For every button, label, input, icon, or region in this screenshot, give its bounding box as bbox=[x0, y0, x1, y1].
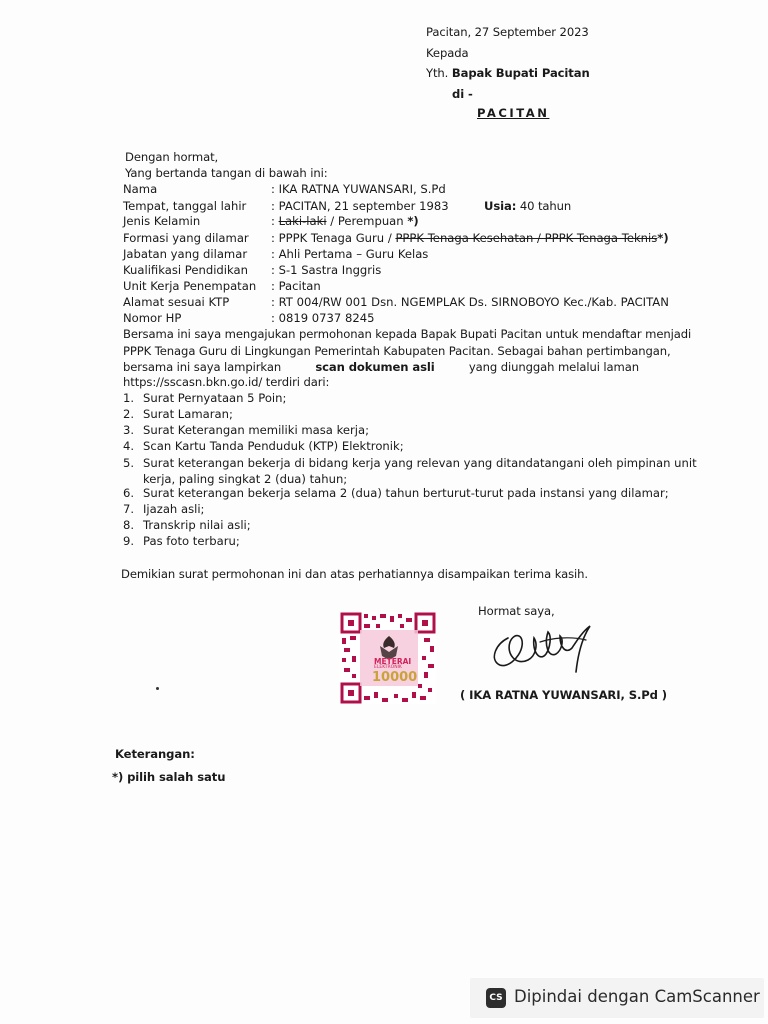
field-value: : 0819 0737 8245 bbox=[271, 311, 375, 325]
list-text-line-1: Surat keterangan bekerja di bidang kerja yang relevan yang ditandatangani oleh pimpinan unit bbox=[143, 456, 697, 470]
body-line-3-post: yang diunggah melalui laman bbox=[468, 360, 639, 374]
field-label: Formasi yang dilamar bbox=[123, 231, 249, 245]
list-text-line-2: kerja, paling singkat 2 (dua) tahun; bbox=[143, 471, 348, 486]
signatory-name: ( IKA RATNA YUWANSARI, S.Pd ) bbox=[460, 688, 668, 702]
list-number: 8. bbox=[123, 518, 135, 532]
list-item bbox=[123, 439, 404, 455]
recipient-di: di - bbox=[452, 87, 473, 101]
field-value: : Ahli Pertama – Guru Kelas bbox=[271, 247, 429, 261]
signature-greeting: Hormat saya, bbox=[478, 604, 555, 618]
list-text: Pas foto terbaru; bbox=[143, 534, 240, 548]
field-value bbox=[271, 231, 669, 246]
body-line-4: https://sscasn.bkn.go.id/ terdiri dari: bbox=[123, 375, 330, 389]
list-text: Surat Lamaran; bbox=[143, 407, 233, 421]
recipient-kepada: Kepada bbox=[426, 46, 469, 60]
list-item bbox=[123, 391, 286, 407]
intro-line: Yang bertanda tangan di bawah ini: bbox=[125, 166, 328, 180]
closing-sentence: Demikian surat permohonan ini dan atas perhatiannya disampaikan terima kasih. bbox=[121, 567, 588, 581]
list-number: 9. bbox=[123, 534, 135, 548]
list-number: 1. bbox=[123, 391, 135, 405]
field-value bbox=[271, 214, 419, 229]
field-value: : RT 004/RW 001 Dsn. NGEMPLAK Ds. SIRNOBOYO Kec./Kab. PACITAN bbox=[271, 295, 669, 309]
list-number: 7. bbox=[123, 502, 135, 516]
age-value: 40 tahun bbox=[516, 199, 572, 213]
field-label: Alamat sesuai KTP bbox=[123, 295, 230, 309]
field-value: : S-1 Sastra Inggris bbox=[271, 263, 382, 277]
age-field bbox=[484, 199, 571, 214]
value-prefix: : bbox=[271, 214, 279, 228]
field-label: Nomor HP bbox=[123, 311, 182, 325]
body-line-1: Bersama ini saya mengajukan permohonan kepada Bapak Bupati Pacitan untuk mendaftar menjadi bbox=[123, 327, 692, 341]
field-label: Tempat, tanggal lahir bbox=[123, 199, 247, 213]
field-label: Jenis Kelamin bbox=[123, 214, 201, 228]
list-item bbox=[123, 456, 697, 487]
list-text: Transkrip nilai asli; bbox=[143, 518, 251, 532]
salutation: Dengan hormat, bbox=[125, 150, 219, 164]
list-item bbox=[123, 407, 233, 423]
notes-text: *) pilih salah satu bbox=[112, 770, 226, 784]
stamp-subtitle: ELEKTRONIK bbox=[374, 665, 402, 670]
value-prefix: : PPPK Tenaga Guru / bbox=[271, 231, 396, 245]
asterisk-note: *) bbox=[657, 231, 669, 245]
field-value: : PACITAN, 21 september 1983 bbox=[271, 199, 449, 213]
stamp-amount: 10000 bbox=[372, 670, 418, 685]
camscanner-logo-icon: CS bbox=[486, 988, 506, 1008]
camscanner-text: Dipindai dengan CamScanner bbox=[514, 987, 760, 1006]
body-line-2: PPPK Tenaga Guru di Lingkungan Pemerintah Kabupaten Pacitan. Sebagai bahan pertimbangan, bbox=[123, 344, 671, 358]
field-label: Unit Kerja Penempatan bbox=[123, 279, 257, 293]
list-item bbox=[123, 518, 251, 534]
e-meterai-stamp bbox=[340, 612, 436, 704]
list-text: Surat keterangan bekerja selama 2 (dua) tahun berturut-turut pada instansi yang dilamar; bbox=[143, 486, 669, 500]
body-line-3-pre: bersama ini saya lampirkan bbox=[123, 360, 282, 374]
age-label: Usia: bbox=[484, 199, 517, 213]
list-item bbox=[123, 423, 369, 439]
field-label: Jabatan yang dilamar bbox=[123, 247, 248, 261]
field-label: Nama bbox=[123, 182, 158, 196]
list-number: 3. bbox=[123, 423, 135, 437]
list-text: Scan Kartu Tanda Penduduk (KTP) Elektronik; bbox=[143, 439, 404, 453]
recipient-line bbox=[426, 66, 590, 81]
value-rest: / Perempuan bbox=[330, 214, 408, 228]
field-label: Kualifikasi Pendidikan bbox=[123, 263, 248, 277]
list-item bbox=[123, 534, 240, 550]
list-item bbox=[123, 502, 204, 518]
camscanner-watermark bbox=[470, 978, 764, 1018]
handwritten-signature bbox=[486, 614, 606, 680]
struck-option: Laki-laki bbox=[278, 214, 327, 228]
body-line-3-bold: scan dokumen asli bbox=[315, 360, 435, 374]
field-value: : Pacitan bbox=[271, 279, 321, 293]
list-text bbox=[143, 456, 697, 487]
stamp-title: METERAI bbox=[374, 657, 412, 666]
list-number: 2. bbox=[123, 407, 135, 421]
asterisk-note: *) bbox=[407, 214, 419, 228]
list-number: 4. bbox=[123, 439, 135, 453]
recipient-city: PACITAN bbox=[477, 106, 550, 120]
speck-mark bbox=[156, 687, 159, 690]
body-line-3 bbox=[123, 360, 639, 375]
notes-label: Keterangan: bbox=[115, 747, 195, 761]
field-value: : IKA RATNA YUWANSARI, S.Pd bbox=[271, 182, 446, 196]
list-text: Ijazah asli; bbox=[143, 502, 205, 516]
recipient-prefix: Yth. bbox=[426, 66, 449, 80]
list-number: 6. bbox=[123, 486, 135, 500]
recipient-name: Bapak Bupati Pacitan bbox=[451, 66, 590, 80]
list-item bbox=[123, 486, 669, 502]
place-date: Pacitan, 27 September 2023 bbox=[426, 25, 589, 39]
list-number: 5. bbox=[123, 456, 135, 470]
list-text: Surat Keterangan memiliki masa kerja; bbox=[143, 423, 370, 437]
struck-option: PPPK Tenaga Kesehatan / PPPK Tenaga Teknis bbox=[395, 231, 658, 245]
list-text: Surat Pernyataan 5 Poin; bbox=[143, 391, 287, 405]
